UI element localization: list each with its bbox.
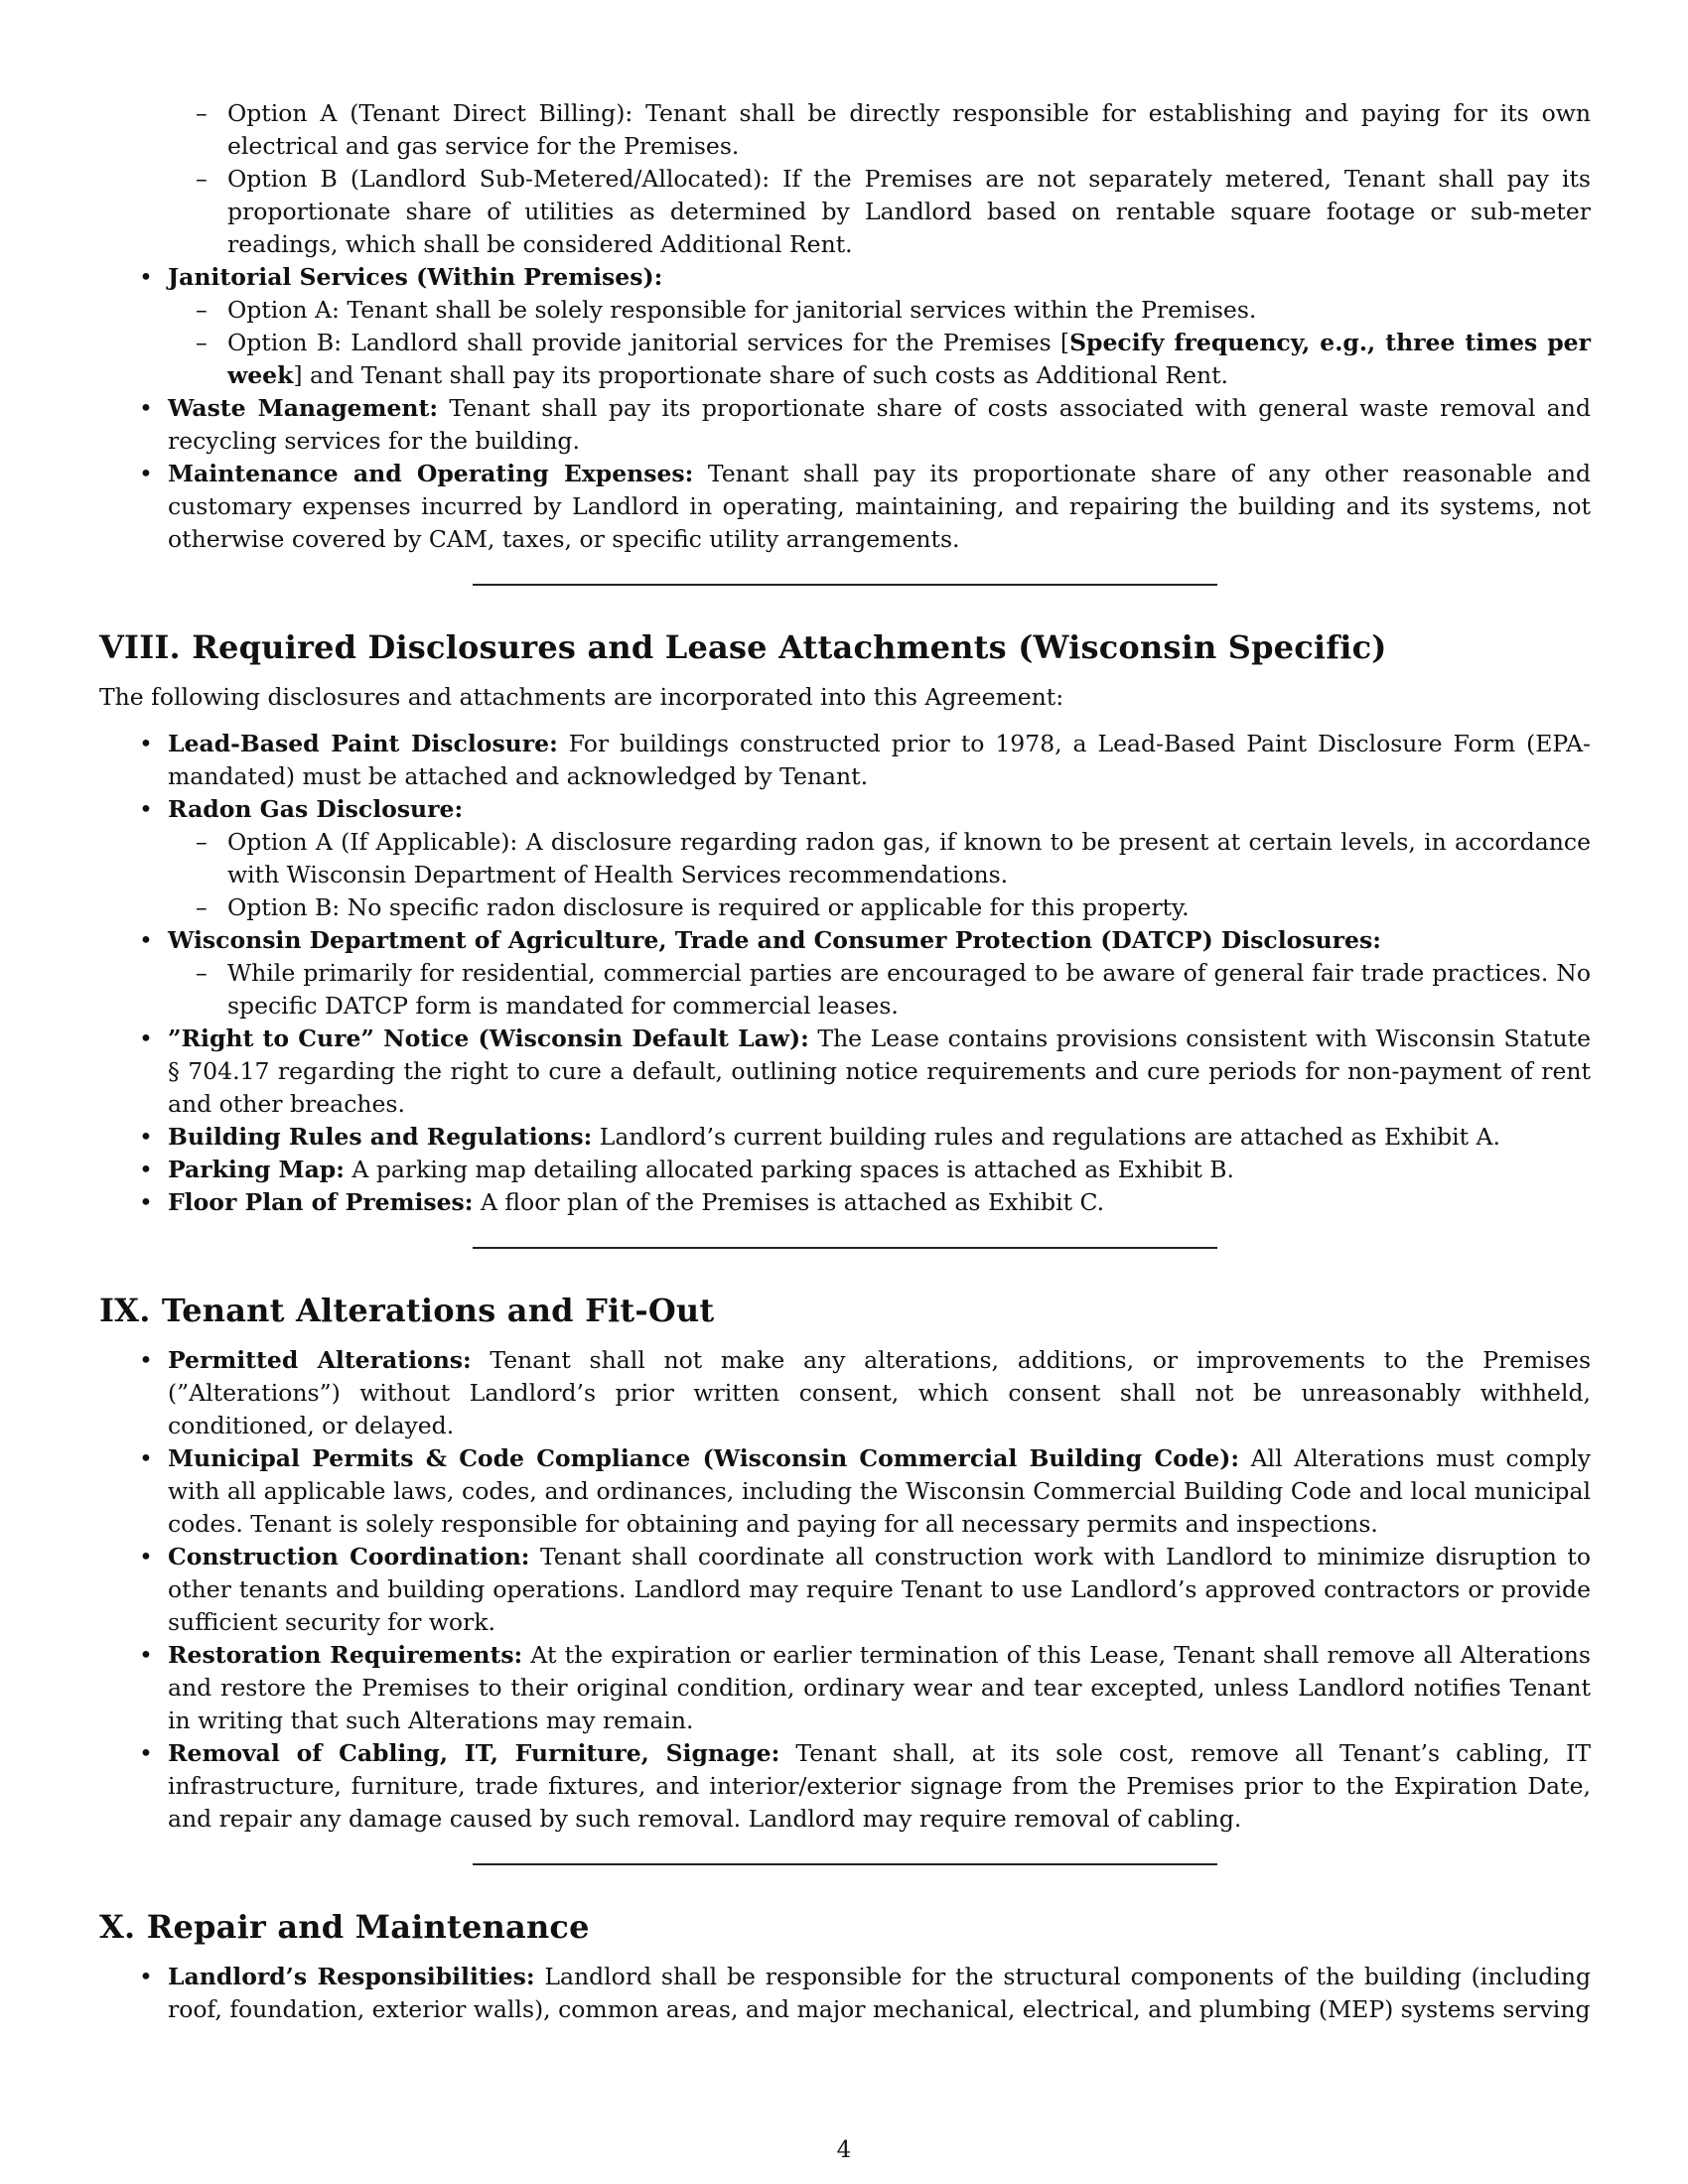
utility-options-list	[99, 97, 1591, 261]
waste-label: Waste Management:	[168, 394, 439, 422]
waste-item: • Waste Management: Tenant shall pay its proportionate share of costs associated with general waste removal and recycling services for the building.	[99, 392, 1591, 458]
list-item: • Restoration Requirements: At the expiration or earlier termination of this Lease, Tenant shall remove all Alterations and restore the Premises to their original condition, ordinary wear and tear excepted, unless Landlord notifies Tenant in writing that such Alterations may remain.	[99, 1639, 1591, 1737]
list-item: • Removal of Cabling, IT, Furniture, Signage: Tenant shall, at its sole cost, remove all Tenant’s cabling, IT infrastructure, furniture, trade fixtures, and interior/exterior signage from the Premises prior to the Expiration Date, and repair any damage caused by such removal. Landlord may require removal of cabling.	[99, 1737, 1591, 1836]
maintenance-item: • Maintenance and Operating Expenses: Tenant shall pay its proportionate share of any other reasonable and customary expenses incurred by Landlord in operating, maintaining, and repairing the building and its systems, not otherwise covered by CAM, taxes, or specific utility arrangements.	[99, 458, 1591, 556]
services-list	[99, 261, 1591, 556]
datcp-options	[168, 957, 1591, 1023]
alterations-list	[99, 1344, 1591, 1836]
utility-option-b: – Option B (Landlord Sub-Metered/Allocated): If the Premises are not separately metered, Tenant shall pay its proportionate share of utilities as determined by Landlord based on rentable square footage or sub-meter readings, which shall be considered Additional Rent.	[99, 163, 1591, 261]
utility-option-a: – Option A (Tenant Direct Billing): Tenant shall be directly responsible for establishing and paying for its own electrical and gas service for the Premises.	[99, 97, 1591, 163]
section-divider	[473, 584, 1217, 586]
section-divider	[473, 1863, 1217, 1865]
datcp-item: • Wisconsin Department of Agriculture, Trade and Consumer Protection (DATCP) Disclosures: – While primarily for residential, commercial parties are encouraged to be aware of general fair trade practices. No specific DATCP form is mandated for commercial leases.	[99, 924, 1591, 1023]
janitorial-item	[99, 261, 1591, 392]
radon-item: • Radon Gas Disclosure: – Option A (If Applicable): A disclosure regarding radon gas, if known to be present at certain levels, in accordance with Wisconsin Department of Health Services recommendations. – Option B: No specific radon disclosure is required or applicable for this property.	[99, 793, 1591, 924]
section-9-heading: IX. Tenant Alterations and Fit-Out	[99, 1292, 715, 1329]
right-to-cure-item: • ”Right to Cure” Notice (Wisconsin Default Law): The Lease contains provisions consistent with Wisconsin Statute § 704.17 regarding the right to cure a default, outlining notice requirements and cure periods for non-payment of rent and other breaches.	[99, 1023, 1591, 1121]
list-item: • Construction Coordination: Tenant shall coordinate all construction work with Landlord to minimize disruption to other tenants and building operations. Landlord may require Tenant to use Landlord’s approved contractors or provide sufficient security for work.	[99, 1541, 1591, 1639]
landlord-responsibilities-item: • Landlord’s Responsibilities: Landlord shall be responsible for the structural components of the building (including roof, foundation, exterior walls), common areas, and major mechanical, electrical, and plumbing (MEP) systems serving	[99, 1961, 1591, 2026]
section-8-intro: The following disclosures and attachments are incorporated into this Agreement:	[99, 683, 1064, 711]
janitorial-options	[168, 294, 1591, 392]
list-item: • Permitted Alterations: Tenant shall not make any alterations, additions, or improvements to the Premises (”Alterations”) without Landlord’s prior written consent, which consent shall not be unreasonably withheld, conditioned, or delayed.	[99, 1344, 1591, 1442]
janitorial-frequency-placeholder: Specify frequency, e.g., three times per week	[227, 329, 1591, 389]
datcp-note: – While primarily for residential, commercial parties are encouraged to be aware of general fair trade practices. No specific DATCP form is mandated for commercial leases.	[168, 957, 1591, 1023]
maintenance-label: Maintenance and Operating Expenses:	[168, 460, 694, 487]
janitorial-option-a: – Option A: Tenant shall be solely responsible for janitorial services within the Premises.	[168, 294, 1591, 327]
section-divider	[473, 1247, 1217, 1249]
section-8-heading: VIII. Required Disclosures and Lease Attachments (Wisconsin Specific)	[99, 628, 1387, 666]
radon-option-a: – Option A (If Applicable): A disclosure regarding radon gas, if known to be present at certain levels, in accordance with Wisconsin Department of Health Services recommendations.	[168, 826, 1591, 891]
janitorial-label: Janitorial Services (Within Premises):	[168, 263, 663, 291]
document-page	[99, 97, 1591, 2026]
disclosures-list	[99, 728, 1591, 1219]
building-rules-item: • Building Rules and Regulations: Landlord’s current building rules and regulations are attached as Exhibit A.	[99, 1121, 1591, 1154]
radon-option-b: – Option B: No specific radon disclosure is required or applicable for this property.	[168, 891, 1591, 924]
floor-plan-item: • Floor Plan of Premises: A floor plan of the Premises is attached as Exhibit C.	[99, 1186, 1591, 1219]
section-10-heading: X. Repair and Maintenance	[99, 1908, 590, 1946]
radon-options	[168, 826, 1591, 924]
repair-list	[99, 1961, 1591, 2026]
lead-paint-item: • Lead-Based Paint Disclosure: For buildings constructed prior to 1978, a Lead-Based Paint Disclosure Form (EPA-mandated) must be attached and acknowledged by Tenant.	[99, 728, 1591, 793]
list-item: • Municipal Permits & Code Compliance (Wisconsin Commercial Building Code): All Alterations must comply with all applicable laws, codes, and ordinances, including the Wisconsin Commercial Building Code and local municipal codes. Tenant is solely responsible for obtaining and paying for all necessary permits and inspections.	[99, 1442, 1591, 1541]
parking-map-item: • Parking Map: A parking map detailing allocated parking spaces is attached as Exhibit B.	[99, 1154, 1591, 1186]
janitorial-option-b: – Option B: Landlord shall provide janitorial services for the Premises [Specify frequency, e.g., three times per week] and Tenant shall pay its proportionate share of such costs as Additional Rent.	[168, 327, 1591, 392]
page-number: 4	[836, 2137, 852, 2163]
